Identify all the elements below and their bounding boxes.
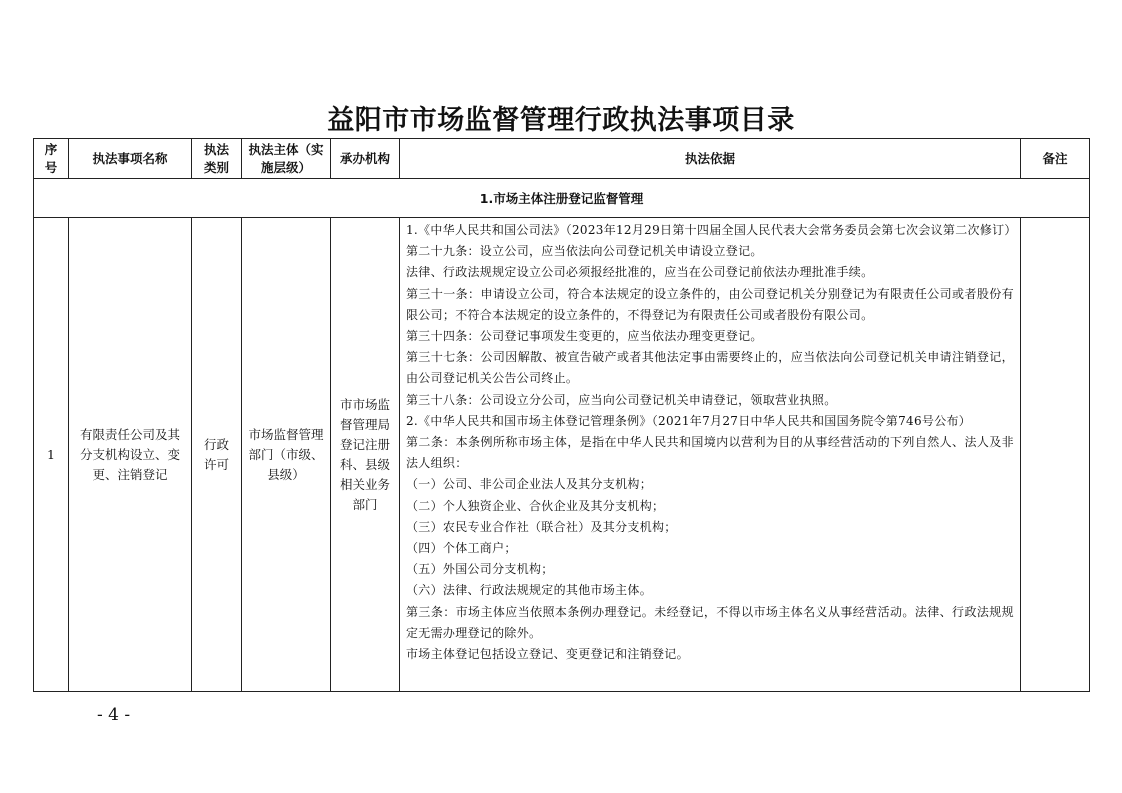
basis-line: （六）法律、行政法规规定的其他市场主体。 [406,583,653,598]
header-row [34,139,1090,179]
row-seq: 1 [34,218,69,692]
basis-line: 第二条：本条例所称市场主体，是指在中华人民共和国境内以营利为目的从事经营活动的下列自然人、法人及非法人组织： [406,435,1014,471]
row-category: 行政许可 [192,218,242,692]
basis-line: 第三十四条：公司登记事项发生变更的，应当依法办理变更登记。 [406,329,763,344]
basis-line: 第三十七条：公司因解散、被宣告破产或者其他法定事由需要终止的，应当依法向公司登记机关申请注销登记，由公司登记机关公告公司终止。 [406,350,1014,386]
header-agency: 承办机构 [331,139,400,179]
basis-line: 1.《中华人民共和国公司法》（2023年12月29日第十四届全国人民代表大会常务委员会第七次会议第二次修订） [406,223,1017,237]
basis-line: 2.《中华人民共和国市场主体登记管理条例》（2021年7月27日中华人民共和国国务院令第746号公布） [406,413,972,428]
row-subject: 市场监督管理部门（市级、县级） [242,218,331,692]
table-row [34,218,1090,692]
header-remark: 备注 [1021,139,1090,179]
basis-line: 第三条：市场主体应当依照本条例办理登记。未经登记，不得以市场主体名义从事经营活动。法律、行政法规规定无需办理登记的除外。 [406,604,1014,640]
basis-line: （一）公司、非公司企业法人及其分支机构； [406,477,653,492]
row-basis [400,218,1021,692]
section-row [34,179,1090,218]
header-basis: 执法依据 [400,139,1021,179]
row-remark [1021,218,1090,692]
header-subject: 执法主体（实施层级） [242,139,331,179]
basis-line: （四）个体工商户； [406,541,517,556]
header-seq: 序号 [34,139,69,179]
section-title: 1.市场主体注册登记监督管理 [34,179,1090,218]
basis-line: （三）农民专业合作社（联合社）及其分支机构； [406,519,677,534]
basis-line: （五）外国公司分支机构； [406,562,554,577]
basis-line: 市场主体登记包括设立登记、变更登记和注销登记。 [406,647,689,662]
enforcement-table [33,138,1090,692]
document-title: 益阳市市场监督管理行政执法事项目录 [327,105,795,136]
basis-line: （二）个人独资企业、合伙企业及其分支机构； [406,498,665,513]
basis-line: 第二十九条：设立公司，应当依法向公司登记机关申请设立登记。 [406,244,763,259]
header-name: 执法事项名称 [69,139,192,179]
row-name: 有限责任公司及其分支机构设立、变更、注销登记 [69,218,192,692]
basis-line: 第三十一条：申请设立公司，符合本法规定的设立条件的，由公司登记机关分别登记为有限责任公司或者股份有限公司；不符合本法规定的设立条件的，不得登记为有限责任公司或者股份有限公司。 [406,286,1014,322]
row-agency: 市市场监督管理局登记注册科、县级相关业务部门 [331,218,400,692]
basis-line: 法律、行政法规规定设立公司必须报经批准的，应当在公司登记前依法办理批准手续。 [406,265,874,280]
header-category: 执法类别 [192,139,242,179]
basis-line: 第三十八条：公司设立分公司，应当向公司登记机关申请登记，领取营业执照。 [406,392,837,407]
page-number: - 4 - [97,705,131,725]
